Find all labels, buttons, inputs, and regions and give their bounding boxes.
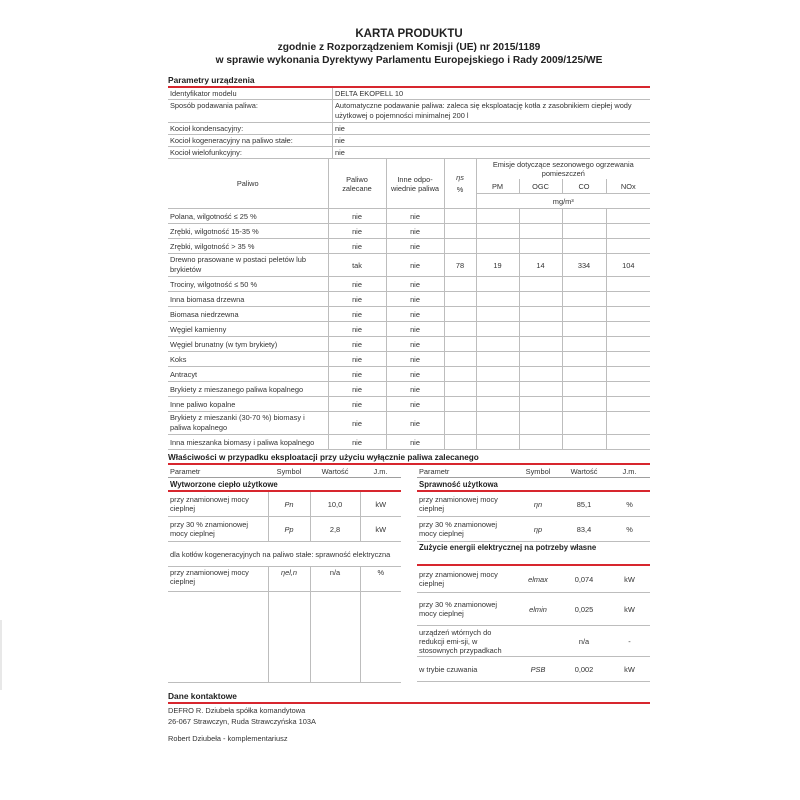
fuel-cell-ogc [519, 224, 562, 239]
heat-output-heading: Wytworzone ciepło użytkowe [168, 478, 401, 492]
fuel-cell-pm [476, 352, 519, 367]
fuel-cell-ogc [519, 412, 562, 435]
fuel-cell-other: nie [386, 209, 444, 224]
table-row: Identyfikator modelu DELTA EKOPELL 10 [168, 88, 650, 100]
fuel-cell-co [562, 412, 606, 435]
fuel-row [168, 412, 650, 435]
left-properties [168, 465, 401, 683]
fuel-cell-pref: nie [328, 239, 386, 254]
fuel-cell-other: nie [386, 397, 444, 412]
table-row: Sposób podawania paliwa: Automatyczne podawanie paliwa: zaleca się eksploatację kotła z zasobnikiem ciepłej wody użytkowej o pojemności minimalnej 200 l [168, 100, 650, 123]
fuel-cell-pref: nie [328, 322, 386, 337]
fuel-cell-name: Brykiety z mieszanki (30-70 %) biomasy i paliwa kopalnego [168, 412, 328, 435]
fuel-cell-nox [606, 337, 650, 352]
fuel-cell-nox [606, 397, 650, 412]
fuel-cell-name: Inne paliwo kopalne [168, 397, 328, 412]
table-row: przy znamionowej mocy cieplnej ηn 85,1 % [417, 491, 650, 517]
fuel-col-header: Paliwo [168, 159, 328, 209]
fuel-cell-name: Brykiety z mieszanego paliwa kopalnego [168, 382, 328, 397]
fuel-cell-other: nie [386, 435, 444, 450]
fuel-cell-other: nie [386, 412, 444, 435]
fuel-cell-other: nie [386, 277, 444, 292]
preferred-col-header: Paliwo zalecane [328, 159, 386, 209]
company-representative: Robert Dziubeła - komplementariusz [168, 734, 288, 743]
fuel-cell-co [562, 435, 606, 450]
fuel-cell-pm [476, 397, 519, 412]
fuel-cell-pref: tak [328, 254, 386, 277]
directive-line: w sprawie wykonania Dyrektywy Parlamentu Europejskiego i Rady 2009/125/WE [215, 55, 603, 66]
fuel-cell-ogc [519, 277, 562, 292]
efficiency-heading-row [417, 478, 650, 492]
contact-block [168, 705, 650, 744]
fuel-row [168, 435, 650, 450]
properties-heading: Właściwości w przypadku eksploatacji przy użyciu wyłącznie paliwa zalecanego [168, 453, 650, 465]
fuel-row [168, 239, 650, 254]
fuel-cell-pm [476, 367, 519, 382]
fuel-cell-pref: nie [328, 352, 386, 367]
fuel-cell-co [562, 367, 606, 382]
document-title: KARTA PRODUKTU [355, 28, 463, 40]
fuel-cell-pm: 19 [476, 254, 519, 277]
fuel-cell-pref: nie [328, 209, 386, 224]
electricity-heading-row [417, 542, 650, 566]
right-properties [417, 465, 650, 683]
fuel-cell-eta [444, 239, 476, 254]
fuel-cell-co [562, 224, 606, 239]
fuel-cell-eta [444, 337, 476, 352]
company-name: DEFRO R. Dziubeła spółka komandytowa [168, 706, 306, 715]
fuel-table [168, 159, 650, 450]
fuel-cell-nox: 104 [606, 254, 650, 277]
table-row: Kocioł kogeneracyjny na paliwo stałe: nie [168, 135, 650, 147]
fuel-row [168, 322, 650, 337]
fuel-cell-pref: nie [328, 397, 386, 412]
document-title-block [168, 28, 650, 67]
fuel-row [168, 382, 650, 397]
fuel-row [168, 209, 650, 224]
fuel-cell-co [562, 209, 606, 224]
fuel-cell-name: Zrębki, wilgotność 15-35 % [168, 224, 328, 239]
fuel-cell-name: Biomasa niedrzewna [168, 307, 328, 322]
fuel-cell-pm [476, 224, 519, 239]
table-row: urządzeń wtórnych do redukcji emi-sji, w stosownych przypadkach n/a - [417, 626, 650, 657]
fuel-cell-co [562, 307, 606, 322]
fuel-cell-pref: nie [328, 224, 386, 239]
fuel-cell-nox [606, 382, 650, 397]
fuel-row [168, 367, 650, 382]
fuel-cell-co [562, 382, 606, 397]
fuel-cell-other: nie [386, 382, 444, 397]
fuel-cell-other: nie [386, 254, 444, 277]
fuel-cell-pref: nie [328, 292, 386, 307]
fuel-cell-eta [444, 352, 476, 367]
fuel-cell-other: nie [386, 292, 444, 307]
fuel-cell-other: nie [386, 307, 444, 322]
fuel-cell-pm [476, 322, 519, 337]
fuel-cell-ogc: 14 [519, 254, 562, 277]
electricity-heading: Zużycie energii elektrycznej na potrzeby własne [417, 542, 650, 566]
fuel-cell-ogc [519, 435, 562, 450]
table-row: przy znamionowej mocy cieplnej elmax 0,074 kW [417, 565, 650, 593]
heat-output-heading-row [168, 478, 401, 492]
fuel-cell-eta [444, 322, 476, 337]
fuel-cell-nox [606, 352, 650, 367]
fuel-row [168, 397, 650, 412]
right-col-headers: Parametr Symbol Wartość J.m. [417, 465, 650, 478]
fuel-cell-eta [444, 397, 476, 412]
fuel-cell-eta [444, 382, 476, 397]
fuel-cell-pref: nie [328, 435, 386, 450]
table-row: przy 30 % znamionowej mocy cieplnej ηp 83,4 % [417, 517, 650, 542]
efficiency-heading: Sprawność użytkowa [417, 478, 650, 492]
cogen-heading-row [168, 542, 401, 567]
fuel-row [168, 307, 650, 322]
fuel-cell-pm [476, 382, 519, 397]
fuel-cell-other: nie [386, 352, 444, 367]
fuel-cell-name: Drewno prasowane w postaci peletów lub brykietów [168, 254, 328, 277]
fuel-cell-name: Trociny, wilgotność ≤ 50 % [168, 277, 328, 292]
fuel-cell-pm [476, 277, 519, 292]
fuel-cell-nox [606, 277, 650, 292]
fuel-cell-co [562, 352, 606, 367]
fuel-cell-name: Inna biomasa drzewna [168, 292, 328, 307]
fuel-cell-ogc [519, 292, 562, 307]
fuel-cell-eta [444, 224, 476, 239]
fuel-cell-co [562, 322, 606, 337]
fuel-cell-eta [444, 307, 476, 322]
fuel-cell-pref: nie [328, 277, 386, 292]
fuel-cell-pref: nie [328, 307, 386, 322]
fuel-cell-ogc [519, 382, 562, 397]
fuel-header-row [168, 159, 650, 179]
left-col-headers: Parametr Symbol Wartość J.m. [168, 465, 401, 478]
table-row: Kocioł wielofunkcyjny: nie [168, 147, 650, 159]
fuel-row [168, 224, 650, 239]
fuel-cell-nox [606, 367, 650, 382]
fuel-cell-eta [444, 277, 476, 292]
fuel-cell-pm [476, 337, 519, 352]
fuel-cell-eta [444, 367, 476, 382]
fuel-cell-pref: nie [328, 367, 386, 382]
other-col-header: Inne odpo-wiednie paliwa [386, 159, 444, 209]
fuel-cell-ogc [519, 209, 562, 224]
table-row: w trybie czuwania PSB 0,002 kW [417, 657, 650, 682]
eta-col-header: ηs % [444, 159, 476, 209]
fuel-cell-pm [476, 307, 519, 322]
emissions-cols-row: PM OGC CO NOx [168, 179, 650, 194]
page-edge-shadow [0, 620, 2, 690]
cogen-heading: dla kotłów kogeneracyjnych na paliwo stałe: sprawność elektryczna [168, 542, 401, 567]
fuel-cell-ogc [519, 352, 562, 367]
fuel-cell-name: Inna mieszanka biomasy i paliwa kopalnego [168, 435, 328, 450]
fuel-cell-ogc [519, 337, 562, 352]
company-address: 26-067 Strawczyn, Ruda Strawczyńska 103A [168, 717, 316, 726]
regulation-line: zgodnie z Rozporządzeniem Komisji (UE) nr 2015/1189 [277, 42, 541, 53]
fuel-cell-eta [444, 435, 476, 450]
fuel-cell-pref: nie [328, 412, 386, 435]
fuel-cell-other: nie [386, 239, 444, 254]
fuel-cell-nox [606, 209, 650, 224]
table-row: przy 30 % znamionowej mocy cieplnej Pp 2,8 kW [168, 517, 401, 542]
fuel-cell-nox [606, 224, 650, 239]
fuel-cell-name: Węgiel kamienny [168, 322, 328, 337]
fuel-cell-eta [444, 292, 476, 307]
fuel-cell-other: nie [386, 367, 444, 382]
fuel-cell-pref: nie [328, 382, 386, 397]
fuel-cell-co [562, 397, 606, 412]
fuel-cell-ogc [519, 367, 562, 382]
fuel-cell-pm [476, 412, 519, 435]
emissions-unit: mg/m³ [476, 194, 650, 209]
fuel-cell-pref: nie [328, 337, 386, 352]
fuel-cell-co [562, 277, 606, 292]
fuel-cell-nox [606, 239, 650, 254]
fuel-cell-name: Koks [168, 352, 328, 367]
fuel-cell-co: 334 [562, 254, 606, 277]
fuel-cell-nox [606, 435, 650, 450]
fuel-cell-name: Zrębki, wilgotność > 35 % [168, 239, 328, 254]
fuel-cell-ogc [519, 307, 562, 322]
fuel-cell-name: Polana, wilgotność ≤ 25 % [168, 209, 328, 224]
fuel-cell-co [562, 337, 606, 352]
table-row: przy znamionowej mocy cieplnej ηel,n n/a % [168, 567, 401, 592]
contact-heading: Dane kontaktowe [168, 691, 650, 704]
fuel-cell-other: nie [386, 337, 444, 352]
table-row: Kocioł kondensacyjny: nie [168, 123, 650, 135]
fuel-cell-co [562, 239, 606, 254]
fuel-cell-ogc [519, 322, 562, 337]
fuel-cell-nox [606, 412, 650, 435]
fuel-cell-ogc [519, 239, 562, 254]
fuel-cell-nox [606, 292, 650, 307]
fuel-cell-pm [476, 292, 519, 307]
device-params-heading: Parametry urządzenia [168, 75, 650, 88]
fuel-cell-other: nie [386, 322, 444, 337]
fuel-row [168, 292, 650, 307]
fuel-cell-name: Węgiel brunatny (w tym brykiety) [168, 337, 328, 352]
fuel-cell-nox [606, 322, 650, 337]
fuel-row [168, 352, 650, 367]
fuel-cell-eta [444, 412, 476, 435]
product-card [168, 28, 650, 744]
empty-row [168, 592, 401, 683]
emissions-header: Emisje dotyczące sezonowego ogrzewania pomieszczeń [492, 160, 634, 178]
fuel-row [168, 337, 650, 352]
fuel-cell-pm [476, 209, 519, 224]
fuel-cell-nox [606, 307, 650, 322]
fuel-row [168, 254, 650, 277]
fuel-cell-co [562, 292, 606, 307]
fuel-cell-eta: 78 [444, 254, 476, 277]
fuel-cell-pm [476, 239, 519, 254]
fuel-cell-other: nie [386, 224, 444, 239]
fuel-row [168, 277, 650, 292]
table-row: przy 30 % znamionowej mocy cieplnej elmin 0,025 kW [417, 593, 650, 626]
table-row: przy znamionowej mocy cieplnej Pn 10,0 kW [168, 491, 401, 517]
device-params-table [168, 88, 650, 159]
fuel-cell-name: Antracyt [168, 367, 328, 382]
fuel-cell-ogc [519, 397, 562, 412]
fuel-cell-pm [476, 435, 519, 450]
fuel-cell-eta [444, 209, 476, 224]
